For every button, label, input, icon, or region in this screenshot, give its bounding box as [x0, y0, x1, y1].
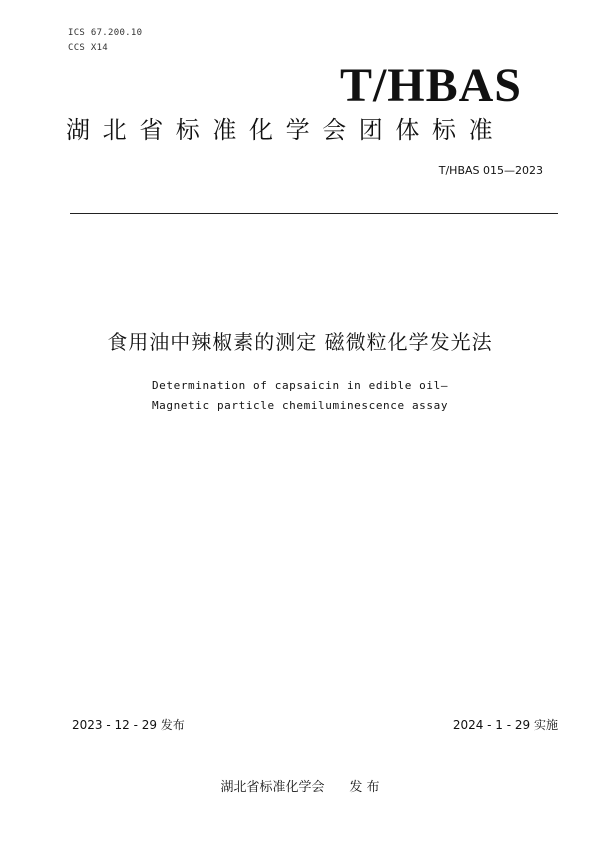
ics-code: ICS 67.200.10	[68, 28, 143, 38]
issuer: 湖北省标准化学会 发 布	[220, 780, 380, 795]
standard-category: 湖北省标准化学会团体标准	[66, 116, 506, 144]
standard-logo: T/HBAS	[339, 59, 522, 112]
title-english-line1: Determination of capsaicin in edible oil—	[151, 379, 449, 392]
issue-date: 2023 - 12 - 29 发布	[72, 718, 185, 732]
document-number: T/HBAS 015—2023	[438, 164, 543, 177]
implementation-date: 2024 - 1 - 29 实施	[452, 718, 558, 732]
title-chinese: 食用油中辣椒素的测定 磁微粒化学发光法	[107, 330, 493, 354]
header-divider	[70, 213, 558, 214]
ccs-code: CCS X14	[68, 43, 109, 53]
title-english-line2: Magnetic particle chemiluminescence assay	[151, 399, 449, 412]
